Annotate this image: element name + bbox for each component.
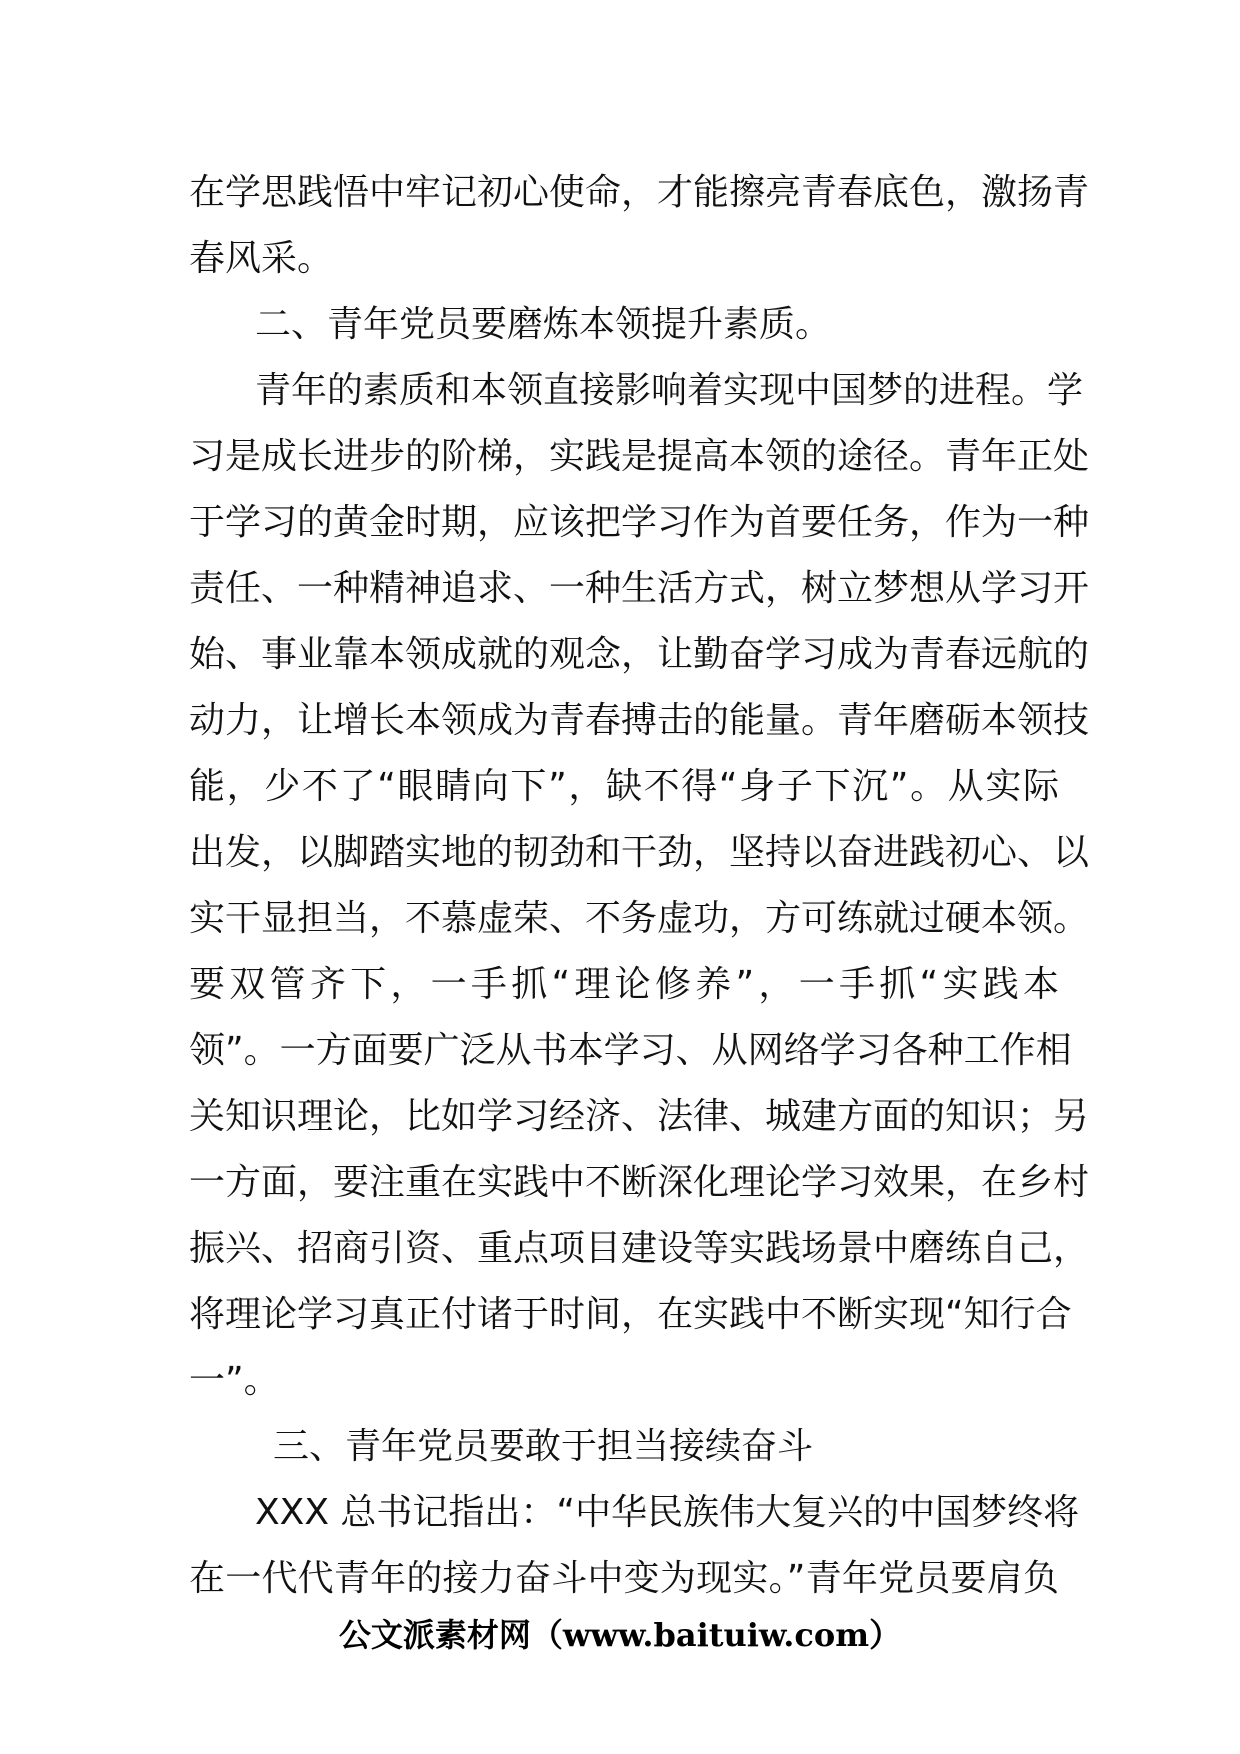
text-line: 出发，以脚踏实地的韧劲和干劲，坚持以奋进践初心、以 [189, 832, 1090, 873]
text-line: 要双管齐下，一手抓“理论修养”，一手抓“实践本 [189, 964, 1059, 1005]
text-line: 习是成长进步的阶梯，实践是提高本领的途径。青年正处 [189, 436, 1090, 477]
text-line: 始、事业靠本领成就的观念，让勤奋学习成为青春远航的 [189, 634, 1090, 675]
text-line: 春风采。 [189, 238, 334, 279]
section-heading: 三、青年党员要敢于担当接续奋斗 [273, 1426, 814, 1467]
text-line: 责任、一种精神追求、一种生活方式，树立梦想从学习开 [189, 568, 1090, 609]
section-heading: 二、青年党员要磨炼本领提升素质。 [255, 304, 832, 345]
text-line: 在学思践悟中牢记初心使命，才能擦亮青春底色，激扬青 [189, 172, 1090, 213]
text-line: XXX 总书记指出：“中华民族伟大复兴的中国梦终将 [255, 1492, 1080, 1533]
text-line: 青年的素质和本领直接影响着实现中国梦的进程。学 [255, 370, 1084, 411]
text-line: 关知识理论，比如学习经济、法律、城建方面的知识；另 [189, 1096, 1090, 1137]
text-line: 实干显担当，不慕虚荣、不务虚功，方可练就过硬本领。 [189, 898, 1090, 939]
text-line: 能，少不了“眼睛向下”，缺不得“身子下沉”。从实际 [189, 766, 1059, 807]
text-line: 在一代代青年的接力奋斗中变为现实。”青年党员要肩负 [189, 1558, 1059, 1599]
text-line: 一方面，要注重在实践中不断深化理论学习效果，在乡村 [189, 1162, 1090, 1203]
text-line: 动力，让增长本领成为青春搏击的能量。青年磨砺本领技 [189, 700, 1090, 741]
text-line: 领”。一方面要广泛从书本学习、从网络学习各种工作相 [189, 1030, 1072, 1071]
text-line: 将理论学习真正付诸于时间，在实践中不断实现“知行合 [189, 1294, 1072, 1335]
footer-watermark: 公文派素材网（www.baituiw.com） [338, 1616, 902, 1654]
text-line: 振兴、招商引资、重点项目建设等实践场景中磨练自己， [189, 1228, 1090, 1269]
text-line: 于学习的黄金时期，应该把学习作为首要任务，作为一种 [189, 502, 1090, 543]
document-body [189, 160, 1090, 1612]
text-line: 一”。 [189, 1360, 280, 1401]
